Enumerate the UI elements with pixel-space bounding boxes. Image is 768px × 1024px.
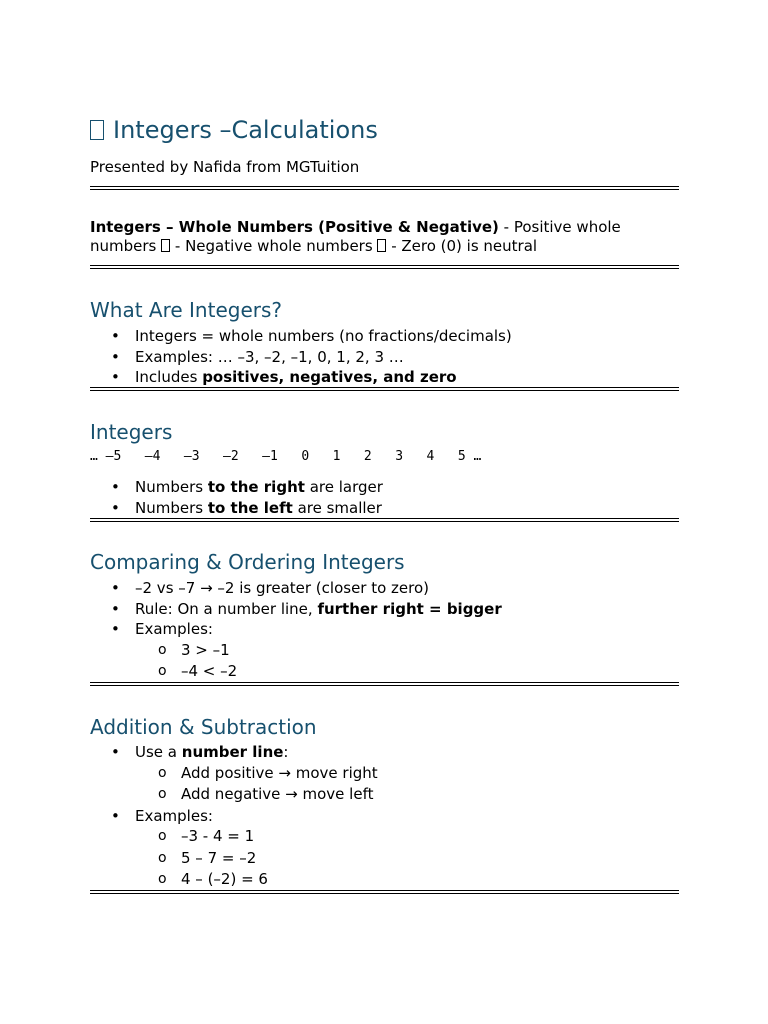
comparing-list bbox=[90, 578, 679, 683]
bullet-icon: • bbox=[111, 498, 120, 517]
intro-part3: - Zero (0) is neutral bbox=[386, 237, 538, 255]
integers-list bbox=[90, 477, 679, 518]
sub-bullet-icon: o bbox=[158, 786, 167, 802]
list-item-text: Integers = whole numbers (no fractions/decimals) bbox=[135, 327, 512, 345]
intro-bold: Integers – Whole Numbers (Positive & Negative) bbox=[90, 218, 499, 236]
list-item-text bbox=[135, 477, 383, 498]
list-item bbox=[90, 326, 679, 347]
sub-bullet-icon: o bbox=[158, 828, 167, 844]
list-item bbox=[90, 578, 679, 599]
bullet-icon: • bbox=[111, 599, 120, 618]
sub-list-item-text: 4 – (–2) = 6 bbox=[181, 870, 268, 888]
page-subtitle: Presented by Nafida from MGTuition bbox=[90, 158, 360, 176]
sub-list-item bbox=[90, 661, 679, 683]
list-item-text: –2 vs –7 → –2 is greater (closer to zero) bbox=[135, 579, 430, 597]
list-item-text-bold: number line bbox=[181, 743, 284, 761]
sub-list-item bbox=[90, 826, 679, 848]
list-item-text: Examples: … –3, –2, –1, 0, 1, 2, 3 … bbox=[135, 347, 404, 366]
list-item-text-bold: to the right bbox=[207, 478, 305, 496]
sub-bullet-icon: o bbox=[158, 849, 167, 866]
what-are-integers-list bbox=[90, 326, 679, 388]
page-title-text: Integers –Calculations bbox=[113, 116, 378, 144]
list-item-text-plain: Use a bbox=[135, 743, 182, 761]
list-item-text-plain: Includes bbox=[135, 368, 203, 386]
list-item bbox=[90, 742, 679, 763]
section-heading-addition-subtraction: Addition & Subtraction bbox=[90, 715, 317, 739]
list-item bbox=[90, 347, 679, 368]
list-item-text-bold: positives, negatives, and zero bbox=[202, 368, 457, 386]
list-item-text-plain: are larger bbox=[304, 478, 383, 496]
missing-glyph-icon bbox=[90, 120, 104, 140]
bullet-icon: • bbox=[111, 478, 120, 496]
list-item-text: Examples: bbox=[135, 620, 213, 638]
list-item bbox=[90, 367, 679, 388]
divider bbox=[90, 518, 679, 522]
page-title bbox=[90, 114, 378, 146]
missing-glyph-icon bbox=[161, 239, 170, 252]
divider bbox=[90, 890, 679, 894]
list-item bbox=[90, 599, 679, 620]
section-heading-what-are-integers: What Are Integers? bbox=[90, 298, 283, 322]
section-heading-integers: Integers bbox=[90, 420, 173, 444]
list-item-text-plain: Rule: On a number line, bbox=[135, 599, 318, 618]
bullet-icon: • bbox=[111, 620, 120, 638]
intro-paragraph bbox=[90, 218, 679, 256]
list-item-text: Examples: bbox=[135, 806, 213, 825]
list-item-text-plain: : bbox=[283, 743, 289, 761]
addition-subtraction-list bbox=[90, 742, 679, 891]
bullet-icon: • bbox=[111, 579, 120, 597]
bullet-icon: • bbox=[111, 327, 120, 345]
divider bbox=[90, 265, 679, 269]
sub-bullet-icon: o bbox=[158, 764, 167, 781]
sub-list-item-text: –3 - 4 = 1 bbox=[181, 827, 255, 845]
sub-list-item bbox=[90, 763, 679, 785]
bullet-icon: • bbox=[111, 347, 120, 366]
intro-part1: - Positive whole numbers bbox=[90, 218, 621, 255]
list-item-text-plain: Numbers bbox=[135, 478, 208, 496]
list-item-text-plain: Numbers bbox=[135, 498, 208, 517]
list-item-text-bold: further right = bigger bbox=[317, 599, 502, 618]
divider bbox=[90, 387, 679, 391]
list-item-text-plain: are smaller bbox=[292, 498, 382, 517]
sub-list-item-text: –4 < –2 bbox=[181, 662, 238, 680]
sub-list-item bbox=[90, 869, 679, 891]
list-item-text bbox=[135, 599, 502, 620]
sub-list-item-text: Add negative → move left bbox=[181, 785, 374, 803]
section-heading-comparing: Comparing & Ordering Integers bbox=[90, 550, 405, 574]
number-line-text: … –5 –4 –3 –2 –1 0 1 2 3 4 5 … bbox=[90, 449, 482, 464]
sub-list-item-text: 3 > –1 bbox=[181, 640, 230, 659]
bullet-icon: • bbox=[111, 368, 120, 386]
sub-list-item-text: Add positive → move right bbox=[181, 763, 378, 782]
sub-list-item bbox=[90, 784, 679, 806]
intro-part2: - Negative whole numbers bbox=[170, 237, 378, 255]
list-item bbox=[90, 806, 679, 827]
sub-bullet-icon: o bbox=[158, 663, 167, 679]
list-item bbox=[90, 477, 679, 498]
sub-list-item-text: 5 – 7 = –2 bbox=[181, 848, 257, 867]
sub-list-item bbox=[90, 640, 679, 662]
sub-bullet-icon: o bbox=[158, 641, 167, 658]
list-item-text bbox=[135, 498, 382, 519]
sub-list-item bbox=[90, 848, 679, 870]
sub-bullet-icon: o bbox=[158, 871, 167, 887]
list-item-text-bold: to the left bbox=[207, 498, 293, 517]
divider bbox=[90, 186, 679, 190]
bullet-icon: • bbox=[111, 743, 120, 761]
list-item bbox=[90, 498, 679, 519]
list-item-text bbox=[135, 367, 457, 388]
list-item-text bbox=[135, 742, 288, 763]
divider bbox=[90, 682, 679, 686]
list-item bbox=[90, 619, 679, 640]
bullet-icon: • bbox=[111, 806, 120, 825]
